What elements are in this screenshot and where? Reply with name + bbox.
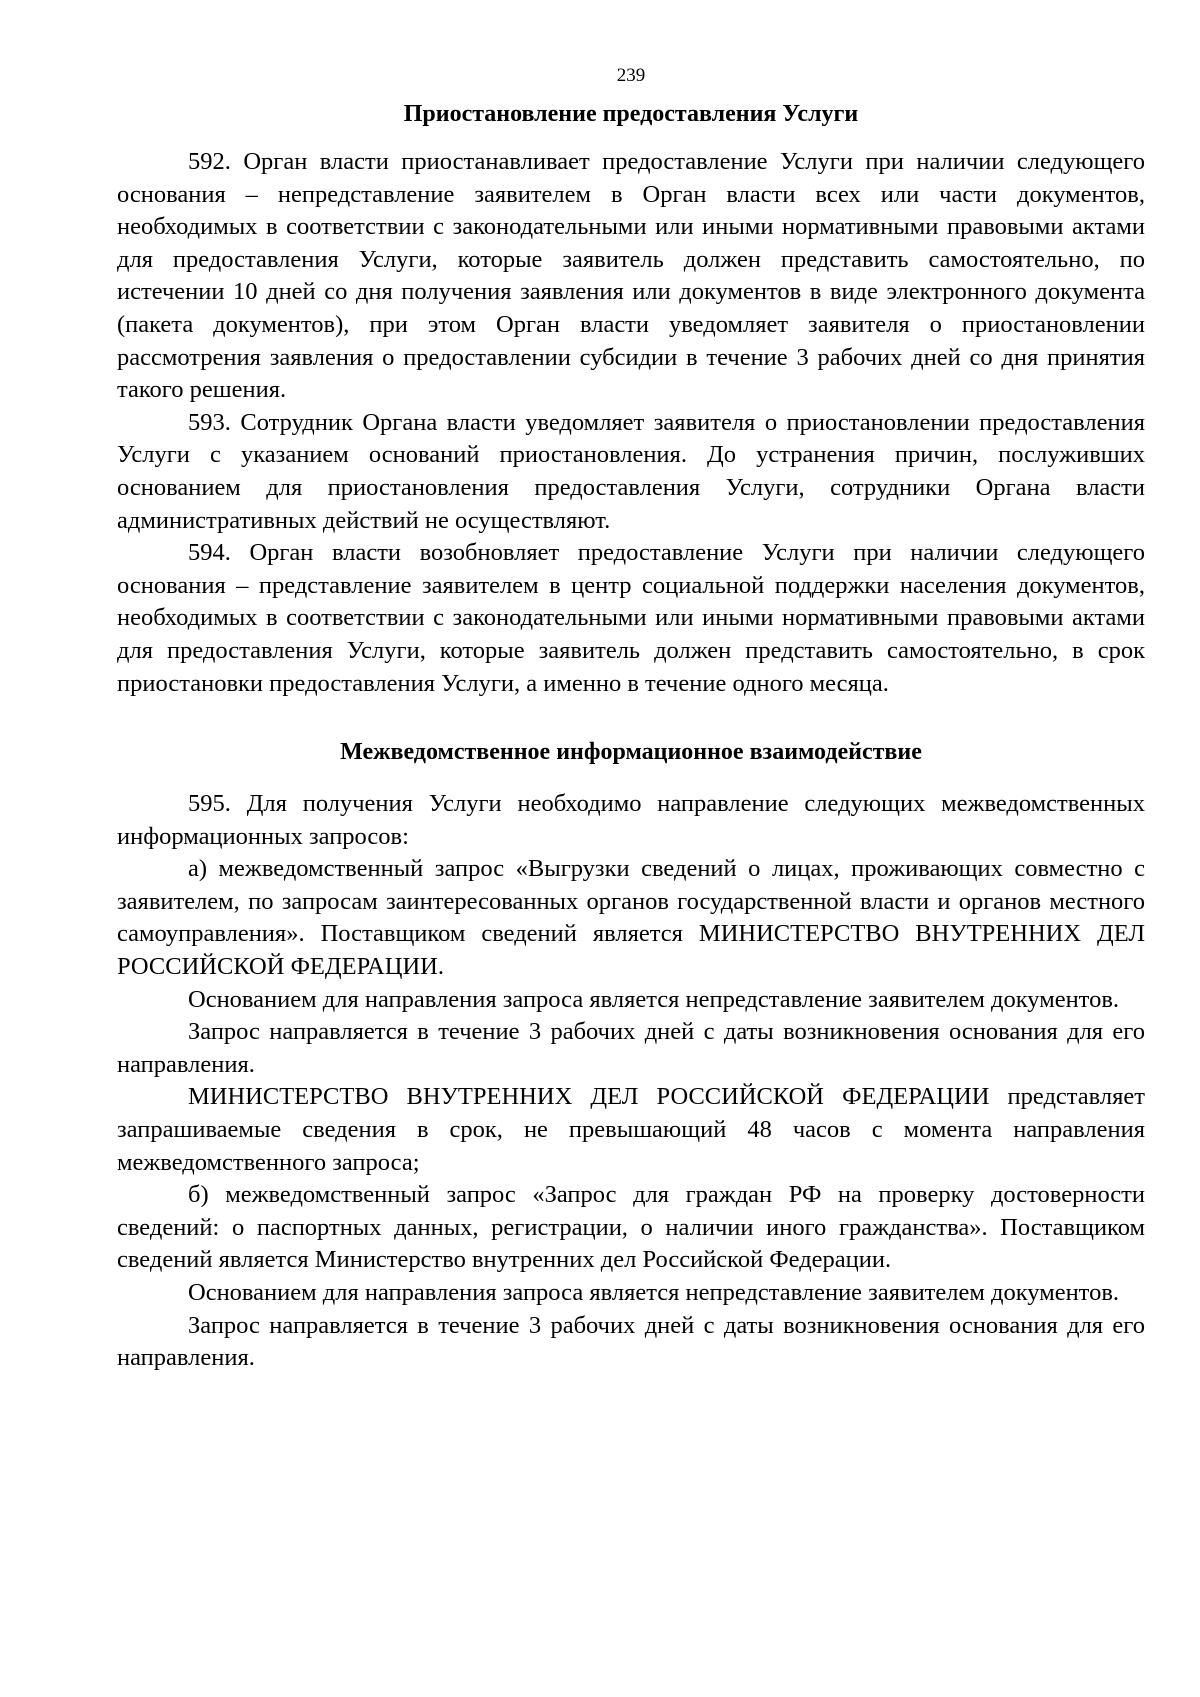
document-page <box>117 62 1145 1375</box>
paragraph-592: 592. Орган власти приостанавливает предоставление Услуги при наличии следующего основания – непредставление заявителем в Орган власти всех или части документов, необходимых в соответствии с законодательными или иными нормативными правовыми актами для предоставления Услуги, которые заявитель должен представить самостоятельно, по истечении 10 дней со дня получения заявления или документов в виде электронного документа (пакета документов), при этом Орган власти уведомляет заявителя о приостановлении рассмотрения заявления о предоставлении субсидии в течение 3 рабочих дней со дня принятия такого решения. <box>117 148 1145 404</box>
paragraph-item-b-basis: Основанием для направления запроса является непредставление заявителем документов. <box>188 1279 1120 1306</box>
paragraph-594: 594. Орган власти возобновляет предоставление Услуги при наличии следующего основания – представление заявителем в центр социальной поддержки населения документов, необходимых в соответствии с законодательными или иными нормативными правовыми актами для предоставления Услуги, которые заявитель должен представить самостоятельно, в срок приостановки предоставления Услуги, а именно в течение одного месяца. <box>117 539 1145 697</box>
paragraph-item-a: а) межведомственный запрос «Выгрузки сведений о лицах, проживающих совместно с заявителем, по запросам заинтересованных органов государственной власти и органов местного самоуправления». Поставщиком сведений является МИНИСТЕРСТВО ВНУТРЕННИХ ДЕЛ РОССИЙСКОЙ ФЕДЕРАЦИИ. <box>117 855 1145 981</box>
paragraph-item-a-deadline: Запрос направляется в течение 3 рабочих дней с даты возникновения основания для его направления. <box>117 1018 1145 1078</box>
paragraph-item-b-deadline: Запрос направляется в течение 3 рабочих дней с даты возникновения основания для его направления. <box>117 1311 1145 1372</box>
section-heading-interagency: Межведомственное информационное взаимодействие <box>340 739 922 766</box>
paragraph-593: 593. Сотрудник Органа власти уведомляет заявителя о приостановлении предоставления Услуги с указанием оснований приостановления. До устранения причин, послуживших основанием для приостановления предоставления Услуги, сотрудники Органа власти административных действий не осуществляют. <box>117 408 1145 534</box>
paragraph-item-b: б) межведомственный запрос «Запрос для граждан РФ на проверку достоверности сведений: о паспортных данных, регистрации, о наличии иного гражданства». Поставщиком сведений является Министерство внутренних дел Российской Федерации. <box>117 1181 1145 1274</box>
page-number: 239 <box>616 65 646 86</box>
paragraph-item-a-basis: Основанием для направления запроса является непредставление заявителем документов. <box>188 985 1120 1013</box>
paragraph-595: 595. Для получения Услуги необходимо направление следующих межведомственных информационных запросов: <box>117 790 1145 850</box>
section-heading-suspension: Приостановление предоставления Услуги <box>403 101 859 127</box>
paragraph-item-a-response: МИНИСТЕРСТВО ВНУТРЕННИХ ДЕЛ РОССИЙСКОЙ ФЕДЕРАЦИИ представляет запрашиваемые сведения в срок, не превышающий 48 часов с момента направления межведомственного запроса; <box>117 1083 1145 1176</box>
